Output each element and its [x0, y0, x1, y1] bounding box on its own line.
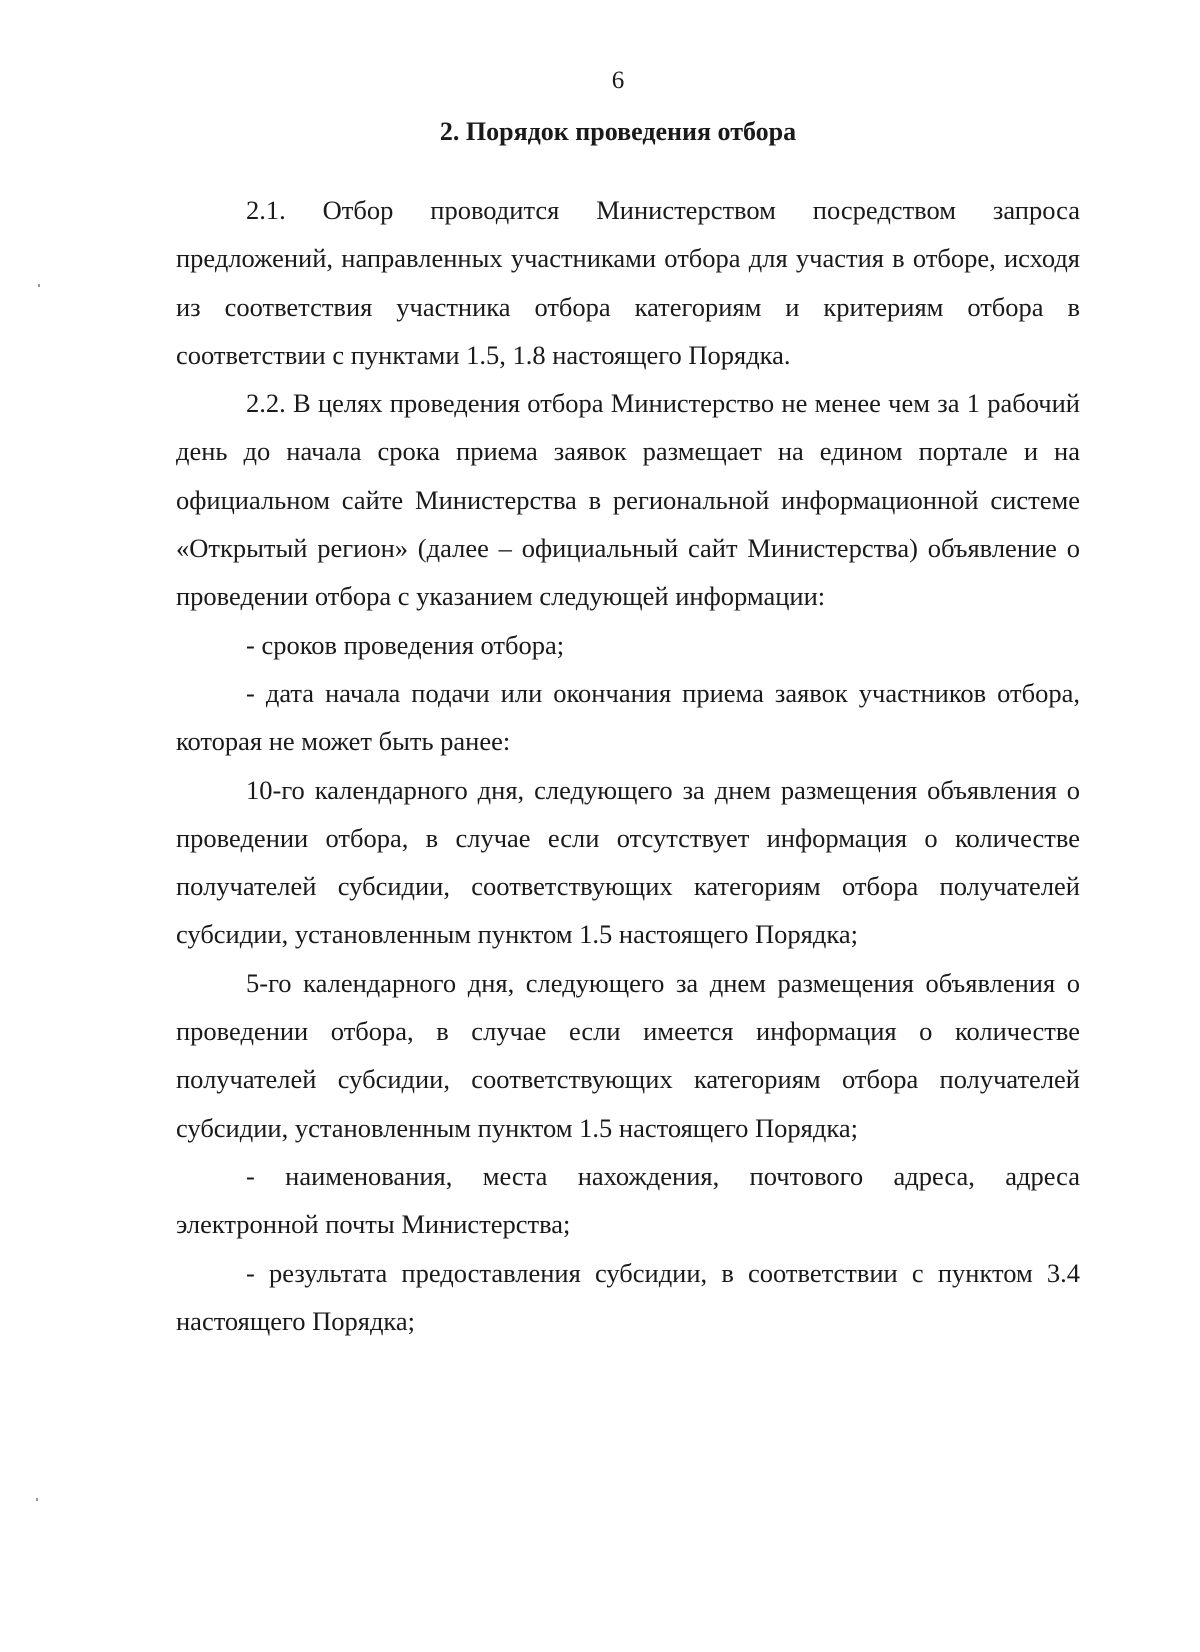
paragraph-2-2: 2.2. В целях проведения отбора Министерство не менее чем за 1 рабочий день до начала срока приема заявок размещает на едином портале и на официальном сайте Министерства в региональной информационной системе «Открытый регион» (далее – официальный сайт Министерства) объявление о проведении отбора с указанием следующей информации:	[176, 388, 1080, 612]
paragraph-10th-day: 10-го календарного дня, следующего за днем размещения объявления о проведении отбора, в случае если отсутствует информация о количестве получателей субсидии, соответствующих категориям отбора получателей субсидии, установленным пунктом 1.5 настоящего Порядка;	[176, 774, 1080, 950]
list-item-ministry-contacts: - наименования, места нахождения, почтового адреса, адреса электронной почты Министерства;	[176, 1160, 1080, 1240]
document-body	[176, 186, 1080, 1345]
scan-artifact	[36, 1498, 38, 1501]
list-item-start-date: - дата начала подачи или окончания приема заявок участников отбора, которая не может быть ранее:	[176, 677, 1080, 757]
list-item-subsidy-result: - результата предоставления субсидии, в соответствии с пунктом 3.4 настоящего Порядка;	[176, 1257, 1080, 1336]
list-item-terms: - сроков проведения отбора;	[246, 629, 565, 660]
page-number: 6	[611, 67, 625, 94]
paragraph-2-1: 2.1. Отбор проводится Министерством посредством запроса предложений, направленных участниками отбора для участия в отборе, исходя из соответствия участника отбора категориям и критериям отбора в соответствии с пунктами 1.5, 1.8 настоящего Порядка.	[176, 195, 1080, 370]
paragraph-5th-day: 5-го календарного дня, следующего за днем размещения объявления о проведении отбора, в случае если имеется информация о количестве получателей субсидии, соответствующих категориям отбора получателей субсидии, установленным пунктом 1.5 настоящего Порядка;	[176, 967, 1080, 1143]
section-title: 2. Порядок проведения отбора	[439, 117, 797, 146]
scan-artifact	[38, 284, 40, 287]
